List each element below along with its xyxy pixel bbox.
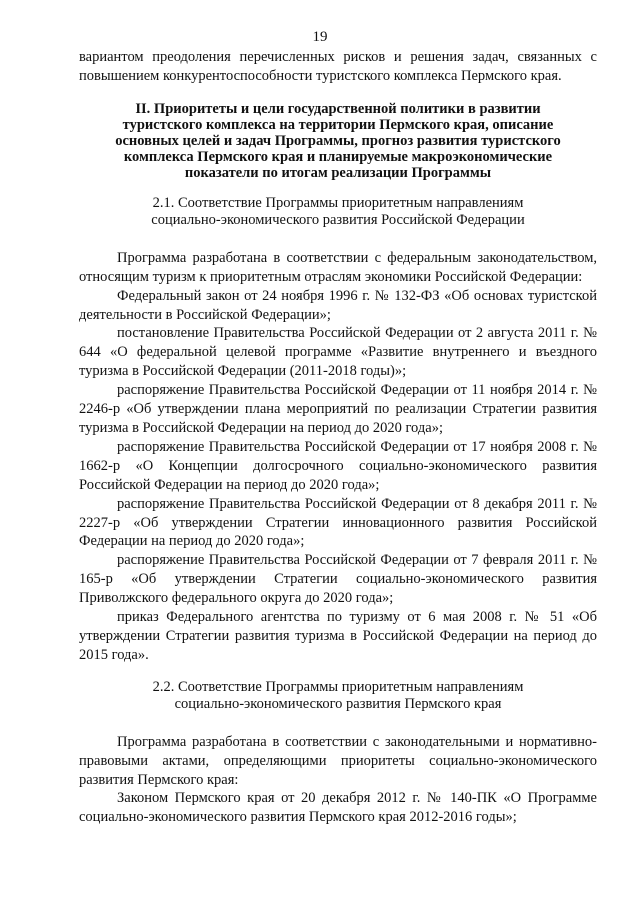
paragraph: распоряжение Правительства Российской Федерации от 7 февраля 2011 г. № 165-р «Об утверждении Стратегии социально-экономического развития Приволжского федерального округа до 2020 года»; bbox=[79, 552, 597, 607]
paragraph: Законом Пермского края от 20 декабря 2012 г. № 140-ПК «О Программе социально-экономического развития Пермского края 2012-2016 годы»; bbox=[79, 790, 597, 826]
section-title: II. Приоритеты и цели государственной политики в развитии туристского комплекса на территории Пермского края, описание основных целей и задач Программы, прогноз развития туристского комплекса Пермского края и планируемые макроэкономические показатели по итогам реализации Программы bbox=[115, 100, 561, 181]
paragraph: распоряжение Правительства Российской Федерации от 17 ноября 2008 г. № 1662-р «О Концепции долгосрочного социально-экономического развития Российской Федерации на период до 2020 года»; bbox=[79, 438, 597, 493]
paragraph: постановление Правительства Российской Федерации от 2 августа 2011 г. № 644 «О федеральной целевой программе «Развитие внутреннего и въездного туризма в Российской Федерации (2011-2018 годы)»; bbox=[79, 325, 597, 380]
subsection-title-2-2: 2.2. Соответствие Программы приоритетным направлениям социально-экономического развития Пермского края bbox=[152, 678, 524, 712]
paragraph: Программа разработана в соответствии с федеральным законодательством, относящим туризм к приоритетным отраслям экономики Российской Федерации: bbox=[79, 249, 597, 285]
page-number: 19 bbox=[312, 29, 328, 45]
paragraph: Федеральный закон от 24 ноября 1996 г. № 132-ФЗ «Об основах туристской деятельности в Российской Федерации»; bbox=[79, 287, 597, 323]
paragraph: распоряжение Правительства Российской Федерации от 11 ноября 2014 г. № 2246-р «Об утверждении плана мероприятий по реализации Стратегии развития туризма в Российской Федерации на период до 2020 года»; bbox=[79, 382, 597, 436]
spacer bbox=[79, 713, 597, 733]
paragraph: приказ Федерального агентства по туризму от 6 мая 2008 г. № 51 «Об утверждении Стратегии развития туризма в Российской Федерации на период до 2015 года». bbox=[79, 609, 597, 663]
intro-paragraph: вариантом преодоления перечисленных рисков и решения задач, связанных с повышением конкурентоспособности туристского комплекса Пермского края. bbox=[79, 49, 597, 84]
paragraph: Программа разработана в соответствии с законодательными и нормативно-правовыми актами, определяющими приоритеты социально-экономического развития Пермского края: bbox=[79, 733, 597, 788]
paragraph: распоряжение Правительства Российской Федерации от 8 декабря 2011 г. № 2227-р «Об утверждении Стратегии инновационного развития Российской Федерации на период до 2020 года»; bbox=[79, 495, 597, 550]
subsection-title-2-1: 2.1. Соответствие Программы приоритетным направлениям социально-экономического развития Российской Федерации bbox=[151, 194, 525, 228]
spacer bbox=[79, 229, 597, 249]
document-body bbox=[79, 48, 597, 827]
